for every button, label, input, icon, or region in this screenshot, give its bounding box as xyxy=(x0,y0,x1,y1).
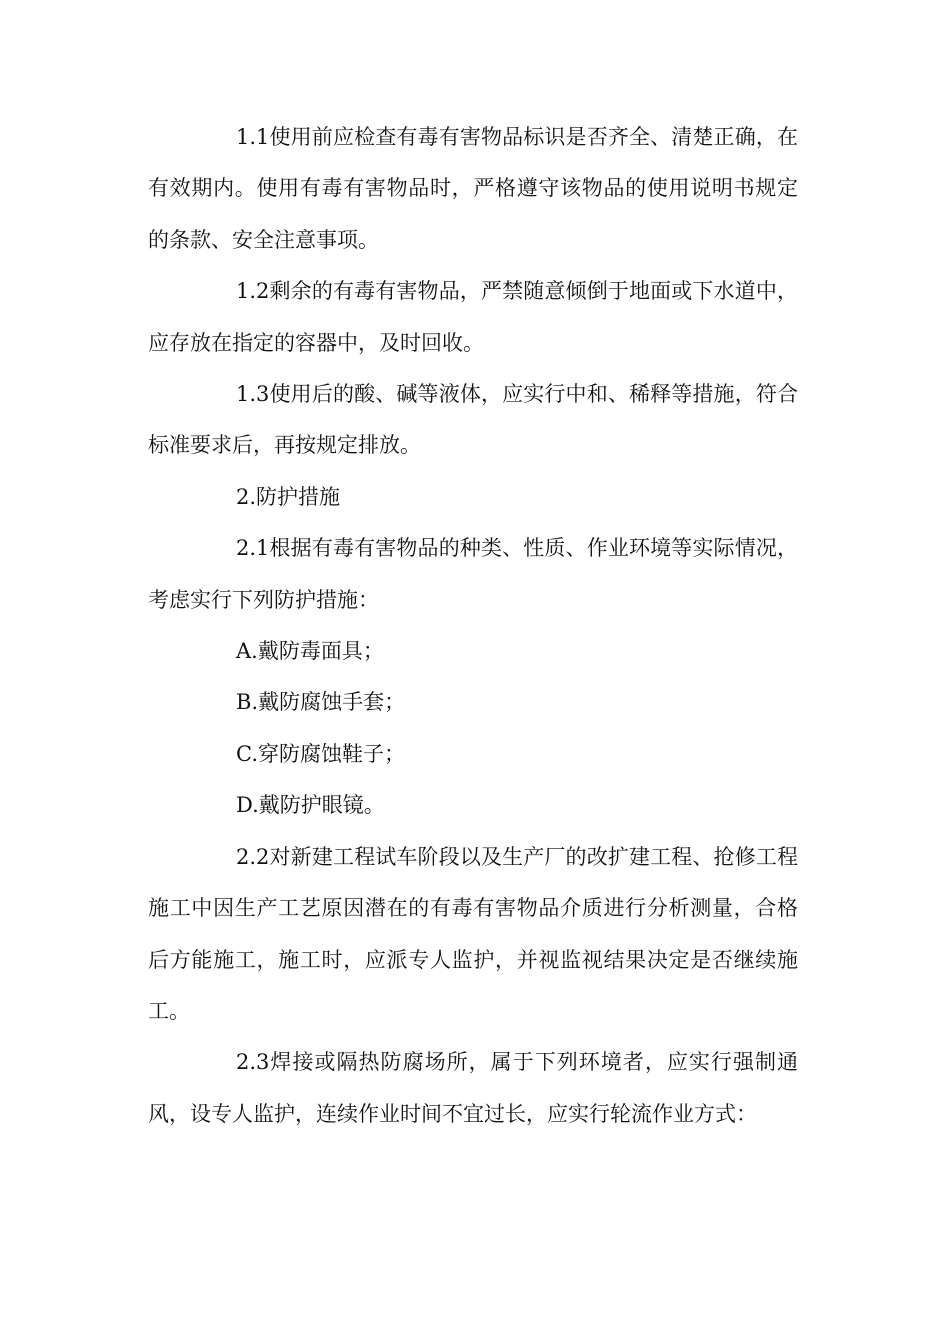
paragraph-1-3: 1.3使用后的酸、碱等液体，应实行中和、稀释等措施，符合标准要求后，再按规定排放。 xyxy=(148,382,798,458)
list-item-b: B.戴防腐蚀手套； xyxy=(236,690,406,715)
list-item-d: D.戴防护眼镜。 xyxy=(236,793,385,818)
paragraph-2-3: 2.3焊接或隔热防腐场所，属于下列环境者，应实行强制通风，设专人监护，连续作业时间不宜过长，应实行轮流作业方式： xyxy=(148,1050,798,1126)
paragraph-2-1: 2.1根据有毒有害物品的种类、性质、作业环境等实际情况，考虑实行下列防护措施： xyxy=(148,536,798,612)
section-heading-2: 2.防护措施 xyxy=(236,484,341,509)
paragraph-2-2: 2.2对新建工程试车阶段以及生产厂的改扩建工程、抢修工程施工中因生产工艺原因潜在的有毒有害物品介质进行分析测量，合格后方能施工，施工时，应派专人监护，并视监视结果决定是否继续施工。 xyxy=(148,844,798,1023)
list-item-a: A.戴防毒面具； xyxy=(236,639,384,664)
list-item-c: C.穿防腐蚀鞋子； xyxy=(236,741,405,766)
paragraph-1-2: 1.2剩余的有毒有害物品，严禁随意倾倒于地面或下水道中，应存放在指定的容器中，及时回收。 xyxy=(148,279,798,355)
document-page xyxy=(148,112,798,1140)
paragraph-1-1: 1.1使用前应检查有毒有害物品标识是否齐全、清楚正确，在有效期内。使用有毒有害物品时，严格遵守该物品的使用说明书规定的条款、安全注意事项。 xyxy=(148,125,798,252)
